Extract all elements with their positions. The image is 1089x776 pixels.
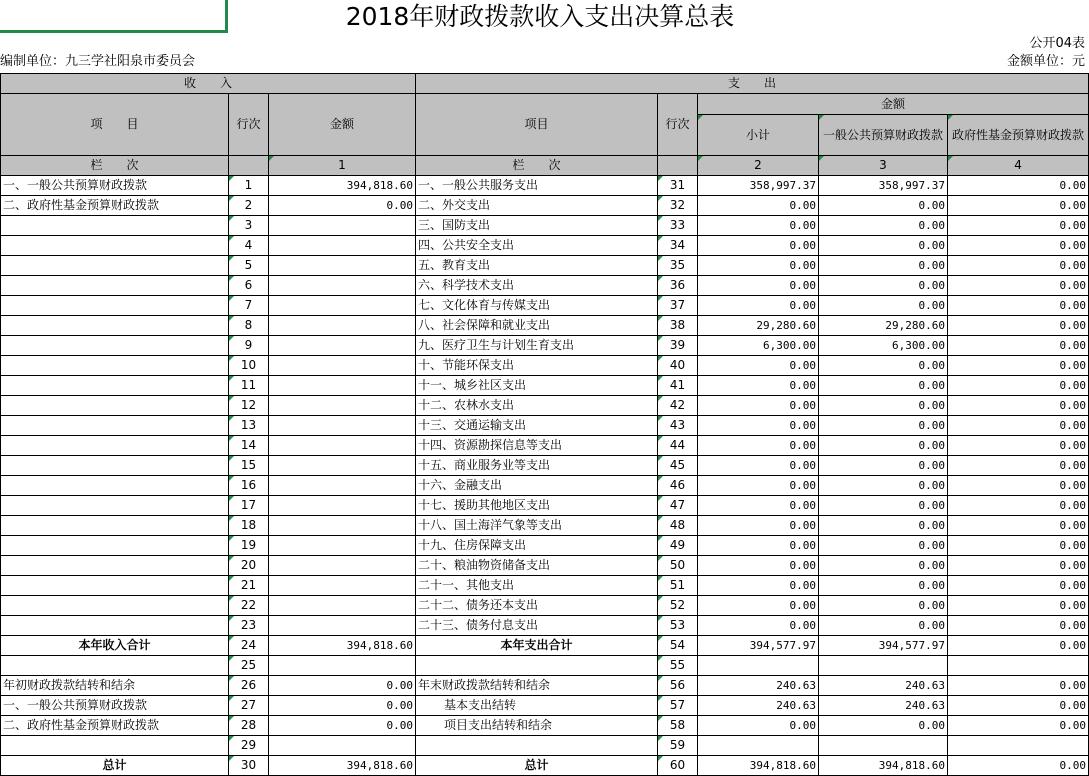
- gov-fund-cell[interactable]: 0.00: [948, 496, 1089, 516]
- subtotal-cell[interactable]: 0.00: [698, 576, 819, 596]
- income-row-no-cell[interactable]: 21: [229, 576, 269, 596]
- income-row-no-cell[interactable]: 2: [229, 196, 269, 216]
- general-budget-cell[interactable]: 0.00: [819, 596, 948, 616]
- expense-row-no-cell[interactable]: 45: [658, 456, 698, 476]
- expense-row-no-cell[interactable]: 44: [658, 436, 698, 456]
- income-row-no-cell[interactable]: 25: [229, 656, 269, 676]
- expense-item-cell[interactable]: 本年支出合计: [416, 636, 658, 656]
- gov-fund-cell[interactable]: 0.00: [948, 176, 1089, 196]
- expense-item-cell[interactable]: 二十、粮油物资储备支出: [416, 556, 658, 576]
- income-row-no-cell[interactable]: 11: [229, 376, 269, 396]
- income-item-cell[interactable]: 二、政府性基金预算财政拨款: [1, 716, 229, 736]
- income-amount-cell[interactable]: [269, 236, 416, 256]
- income-amount-cell[interactable]: 394,818.60: [269, 176, 416, 196]
- income-amount-cell[interactable]: [269, 296, 416, 316]
- amount-unit: 金额单位：元: [1006, 54, 1085, 69]
- gov-fund-cell[interactable]: 0.00: [948, 256, 1089, 276]
- general-budget-cell[interactable]: [819, 736, 948, 756]
- table-row: [1, 596, 1089, 616]
- subtotal-cell[interactable]: 0.00: [698, 536, 819, 556]
- gov-fund-cell[interactable]: [948, 656, 1089, 676]
- col-index-1: 1: [269, 156, 416, 176]
- expense-row-no-cell[interactable]: 60: [658, 756, 698, 776]
- income-row-no-cell[interactable]: 10: [229, 356, 269, 376]
- income-row-no-cell[interactable]: 18: [229, 516, 269, 536]
- expense-row-no-cell[interactable]: 57: [658, 696, 698, 716]
- general-budget-cell[interactable]: 0.00: [819, 236, 948, 256]
- general-budget-header: 一般公共预算财政拨款: [819, 115, 948, 156]
- expense-item-cell[interactable]: 二十三、债务付息支出: [416, 616, 658, 636]
- gov-fund-cell[interactable]: 0.00: [948, 756, 1089, 776]
- expense-row-no-cell[interactable]: 43: [658, 416, 698, 436]
- general-budget-cell[interactable]: 29,280.60: [819, 316, 948, 336]
- income-row-no-cell[interactable]: 4: [229, 236, 269, 256]
- expense-item-cell[interactable]: 十六、金融支出: [416, 476, 658, 496]
- expense-row-no-cell[interactable]: 38: [658, 316, 698, 336]
- expense-item-cell[interactable]: 二、外交支出: [416, 196, 658, 216]
- subtotal-cell[interactable]: 0.00: [698, 516, 819, 536]
- income-item-cell[interactable]: [1, 236, 229, 256]
- expense-item-cell[interactable]: 二十一、其他支出: [416, 576, 658, 596]
- income-amount-cell[interactable]: [269, 356, 416, 376]
- income-row-no-cell[interactable]: 9: [229, 336, 269, 356]
- income-amount-cell[interactable]: [269, 516, 416, 536]
- income-amount-cell[interactable]: [269, 436, 416, 456]
- subtotal-cell[interactable]: 0.00: [698, 436, 819, 456]
- income-row-no-cell[interactable]: 6: [229, 276, 269, 296]
- general-budget-cell[interactable]: 0.00: [819, 396, 948, 416]
- income-item-header: 项 目: [1, 94, 229, 156]
- general-budget-cell[interactable]: 0.00: [819, 576, 948, 596]
- income-item-cell[interactable]: 一、一般公共预算财政拨款: [1, 176, 229, 196]
- gov-fund-cell[interactable]: 0.00: [948, 396, 1089, 416]
- subtotal-cell[interactable]: 0.00: [698, 356, 819, 376]
- income-row-no-cell[interactable]: 5: [229, 256, 269, 276]
- expense-item-cell[interactable]: 年末财政拨款结转和结余: [416, 676, 658, 696]
- subtotal-cell[interactable]: 0.00: [698, 216, 819, 236]
- income-row-no-cell[interactable]: 17: [229, 496, 269, 516]
- expense-item-cell[interactable]: 五、教育支出: [416, 256, 658, 276]
- income-amount-cell[interactable]: [269, 556, 416, 576]
- expense-row-no-cell[interactable]: 50: [658, 556, 698, 576]
- table-row: [1, 576, 1089, 596]
- subtotal-cell[interactable]: 0.00: [698, 476, 819, 496]
- expense-item-cell[interactable]: 十四、资源勘探信息等支出: [416, 436, 658, 456]
- income-row-no-cell[interactable]: 8: [229, 316, 269, 336]
- table-row: [1, 316, 1089, 336]
- gov-fund-cell[interactable]: 0.00: [948, 336, 1089, 356]
- expense-item-cell[interactable]: 十二、农林水支出: [416, 396, 658, 416]
- gov-fund-cell[interactable]: 0.00: [948, 356, 1089, 376]
- general-budget-cell[interactable]: 0.00: [819, 436, 948, 456]
- income-row-no-cell[interactable]: 26: [229, 676, 269, 696]
- income-item-cell[interactable]: [1, 416, 229, 436]
- income-row-no-cell[interactable]: 3: [229, 216, 269, 236]
- general-budget-cell[interactable]: 358,997.37: [819, 176, 948, 196]
- expense-row-no-cell[interactable]: 40: [658, 356, 698, 376]
- table-row: [1, 676, 1089, 696]
- general-budget-cell[interactable]: 240.63: [819, 676, 948, 696]
- income-item-cell[interactable]: [1, 356, 229, 376]
- gov-fund-cell[interactable]: 0.00: [948, 556, 1089, 576]
- income-amount-cell[interactable]: 0.00: [269, 676, 416, 696]
- general-budget-cell[interactable]: 0.00: [819, 276, 948, 296]
- subtotal-cell[interactable]: 240.63: [698, 696, 819, 716]
- income-row-no-cell[interactable]: 22: [229, 596, 269, 616]
- gov-fund-cell[interactable]: 0.00: [948, 596, 1089, 616]
- income-row-no-cell[interactable]: 1: [229, 176, 269, 196]
- gov-fund-header: 政府性基金预算财政拨款: [948, 115, 1089, 156]
- general-budget-cell[interactable]: 0.00: [819, 616, 948, 636]
- gov-fund-cell[interactable]: 0.00: [948, 196, 1089, 216]
- expense-item-cell[interactable]: 总计: [416, 756, 658, 776]
- subtotal-cell[interactable]: 240.63: [698, 676, 819, 696]
- income-item-cell[interactable]: 一、一般公共预算财政拨款: [1, 696, 229, 716]
- expense-item-header: 项目: [416, 94, 658, 156]
- subtotal-cell[interactable]: 0.00: [698, 416, 819, 436]
- gov-fund-cell[interactable]: 0.00: [948, 716, 1089, 736]
- subtotal-cell[interactable]: 0.00: [698, 276, 819, 296]
- expense-row-no-cell[interactable]: 56: [658, 676, 698, 696]
- expense-row-no-cell[interactable]: 41: [658, 376, 698, 396]
- subtotal-cell[interactable]: 358,997.37: [698, 176, 819, 196]
- general-budget-cell[interactable]: 0.00: [819, 536, 948, 556]
- general-budget-cell[interactable]: 240.63: [819, 696, 948, 716]
- income-amount-cell[interactable]: [269, 216, 416, 236]
- gov-fund-cell[interactable]: 0.00: [948, 476, 1089, 496]
- table-row: [1, 376, 1089, 396]
- expense-row-no-cell[interactable]: 42: [658, 396, 698, 416]
- income-item-cell[interactable]: [1, 296, 229, 316]
- income-amount-cell[interactable]: [269, 596, 416, 616]
- table-row: [1, 496, 1089, 516]
- gov-fund-cell[interactable]: 0.00: [948, 676, 1089, 696]
- expense-row-no-cell[interactable]: 34: [658, 236, 698, 256]
- subtotal-cell[interactable]: 0.00: [698, 396, 819, 416]
- general-budget-cell[interactable]: 0.00: [819, 476, 948, 496]
- general-budget-cell[interactable]: 394,577.97: [819, 636, 948, 656]
- expense-row-no-cell[interactable]: 51: [658, 576, 698, 596]
- table-row: [1, 196, 1089, 216]
- income-amount-cell[interactable]: [269, 496, 416, 516]
- form-number: 公开04表: [1029, 36, 1085, 51]
- expense-item-cell[interactable]: 十三、交通运输支出: [416, 416, 658, 436]
- expense-item-cell[interactable]: 十八、国土海洋气象等支出: [416, 516, 658, 536]
- income-item-cell[interactable]: 年初财政拨款结转和结余: [1, 676, 229, 696]
- table-row: [1, 176, 1089, 196]
- expense-row-no-cell[interactable]: 48: [658, 516, 698, 536]
- expense-item-cell[interactable]: 七、文化体育与传媒支出: [416, 296, 658, 316]
- gov-fund-cell[interactable]: 0.00: [948, 236, 1089, 256]
- expense-item-cell[interactable]: 二十二、债务还本支出: [416, 596, 658, 616]
- income-row-no-cell[interactable]: 12: [229, 396, 269, 416]
- income-item-cell[interactable]: [1, 596, 229, 616]
- expense-row-no-cell[interactable]: 35: [658, 256, 698, 276]
- expense-item-cell[interactable]: 项目支出结转和结余: [416, 716, 658, 736]
- subtotal-cell[interactable]: 29,280.60: [698, 316, 819, 336]
- income-item-cell[interactable]: [1, 336, 229, 356]
- table-row: [1, 436, 1089, 456]
- col-index-3: 3: [819, 156, 948, 176]
- table-row: [1, 276, 1089, 296]
- income-row-no-cell[interactable]: 14: [229, 436, 269, 456]
- expense-header: 支 出: [416, 74, 1089, 94]
- income-row-no-cell[interactable]: 30: [229, 756, 269, 776]
- gov-fund-cell[interactable]: 0.00: [948, 636, 1089, 656]
- expense-row-no-cell[interactable]: 55: [658, 656, 698, 676]
- income-amount-cell[interactable]: [269, 396, 416, 416]
- expense-row-no-cell[interactable]: 33: [658, 216, 698, 236]
- gov-fund-cell[interactable]: 0.00: [948, 696, 1089, 716]
- table-row: [1, 416, 1089, 436]
- income-item-cell[interactable]: [1, 376, 229, 396]
- expense-row-no-cell[interactable]: 31: [658, 176, 698, 196]
- income-item-cell[interactable]: [1, 556, 229, 576]
- table-row: [1, 456, 1089, 476]
- subtotal-cell[interactable]: 0.00: [698, 236, 819, 256]
- general-budget-cell[interactable]: 0.00: [819, 416, 948, 436]
- subtotal-cell[interactable]: 0.00: [698, 596, 819, 616]
- gov-fund-cell[interactable]: 0.00: [948, 416, 1089, 436]
- table-row: [1, 336, 1089, 356]
- expense-item-cell[interactable]: 十五、商业服务业等支出: [416, 456, 658, 476]
- income-item-cell[interactable]: [1, 736, 229, 756]
- income-item-cell[interactable]: [1, 276, 229, 296]
- subtotal-cell[interactable]: 0.00: [698, 376, 819, 396]
- expense-item-cell[interactable]: 十、节能环保支出: [416, 356, 658, 376]
- income-amount-cell[interactable]: [269, 736, 416, 756]
- income-amount-cell[interactable]: [269, 656, 416, 676]
- income-amount-cell[interactable]: [269, 376, 416, 396]
- expense-row-no-cell[interactable]: 32: [658, 196, 698, 216]
- gov-fund-cell[interactable]: 0.00: [948, 516, 1089, 536]
- general-budget-cell[interactable]: 0.00: [819, 196, 948, 216]
- expense-item-cell[interactable]: [416, 736, 658, 756]
- income-amount-cell[interactable]: [269, 616, 416, 636]
- general-budget-cell[interactable]: 0.00: [819, 356, 948, 376]
- income-row-no-header: 行次: [229, 94, 269, 156]
- subtotal-cell[interactable]: 394,577.97: [698, 636, 819, 656]
- income-item-cell[interactable]: [1, 576, 229, 596]
- expense-row-no-cell[interactable]: 46: [658, 476, 698, 496]
- income-amount-cell[interactable]: 394,818.60: [269, 756, 416, 776]
- income-row-no-cell[interactable]: 15: [229, 456, 269, 476]
- table-row: [1, 756, 1089, 776]
- table-row: [1, 616, 1089, 636]
- reporting-unit: 编制单位：九三学社阳泉市委员会: [0, 54, 196, 69]
- subtotal-cell[interactable]: 0.00: [698, 716, 819, 736]
- subtotal-cell[interactable]: [698, 736, 819, 756]
- income-item-cell[interactable]: [1, 316, 229, 336]
- subtotal-cell[interactable]: 0.00: [698, 456, 819, 476]
- gov-fund-cell[interactable]: 0.00: [948, 616, 1089, 636]
- income-header: 收 入: [1, 74, 416, 94]
- income-row-no-cell[interactable]: 24: [229, 636, 269, 656]
- gov-fund-cell[interactable]: 0.00: [948, 436, 1089, 456]
- expense-item-cell[interactable]: 四、公共安全支出: [416, 236, 658, 256]
- expense-item-cell[interactable]: 十七、援助其他地区支出: [416, 496, 658, 516]
- expense-item-cell[interactable]: 六、科学技术支出: [416, 276, 658, 296]
- general-budget-cell[interactable]: 6,300.00: [819, 336, 948, 356]
- income-item-cell[interactable]: 二、政府性基金预算财政拨款: [1, 196, 229, 216]
- income-item-cell[interactable]: 总计: [1, 756, 229, 776]
- selected-cell[interactable]: [0, 0, 228, 33]
- subtotal-cell[interactable]: 6,300.00: [698, 336, 819, 356]
- income-row-no-cell[interactable]: 16: [229, 476, 269, 496]
- col-label-expense: 栏 次: [416, 156, 658, 176]
- income-item-cell[interactable]: [1, 256, 229, 276]
- expense-item-cell[interactable]: 基本支出结转: [416, 696, 658, 716]
- general-budget-cell[interactable]: 0.00: [819, 556, 948, 576]
- expense-row-no-cell[interactable]: 39: [658, 336, 698, 356]
- general-budget-cell[interactable]: 394,818.60: [819, 756, 948, 776]
- income-row-no-cell[interactable]: 23: [229, 616, 269, 636]
- income-row-no-cell[interactable]: 27: [229, 696, 269, 716]
- general-budget-cell[interactable]: 0.00: [819, 456, 948, 476]
- subtotal-cell[interactable]: 0.00: [698, 556, 819, 576]
- income-amount-cell[interactable]: 0.00: [269, 696, 416, 716]
- income-amount-cell[interactable]: [269, 336, 416, 356]
- subtotal-cell[interactable]: 0.00: [698, 196, 819, 216]
- income-item-cell[interactable]: [1, 496, 229, 516]
- income-item-cell[interactable]: [1, 216, 229, 236]
- income-row-no-cell[interactable]: 7: [229, 296, 269, 316]
- expense-amount-header: 金额: [698, 94, 1089, 115]
- table-row: [1, 216, 1089, 236]
- table-row: [1, 536, 1089, 556]
- income-row-no-cell[interactable]: 29: [229, 736, 269, 756]
- gov-fund-cell[interactable]: 0.00: [948, 376, 1089, 396]
- subtotal-cell[interactable]: 0.00: [698, 256, 819, 276]
- income-item-cell[interactable]: [1, 656, 229, 676]
- expense-row-no-cell[interactable]: 47: [658, 496, 698, 516]
- income-item-cell[interactable]: [1, 516, 229, 536]
- expense-item-cell[interactable]: 三、国防支出: [416, 216, 658, 236]
- table-row: [1, 256, 1089, 276]
- expense-row-no-cell[interactable]: 59: [658, 736, 698, 756]
- table-row: [1, 476, 1089, 496]
- general-budget-cell[interactable]: 0.00: [819, 256, 948, 276]
- general-budget-cell[interactable]: [819, 656, 948, 676]
- general-budget-cell[interactable]: 0.00: [819, 376, 948, 396]
- expense-item-cell[interactable]: 一、一般公共服务支出: [416, 176, 658, 196]
- gov-fund-cell[interactable]: 0.00: [948, 536, 1089, 556]
- subtotal-cell[interactable]: 394,818.60: [698, 756, 819, 776]
- subtotal-cell[interactable]: 0.00: [698, 496, 819, 516]
- income-row-no-cell[interactable]: 20: [229, 556, 269, 576]
- gov-fund-cell[interactable]: 0.00: [948, 296, 1089, 316]
- expense-item-cell[interactable]: 十九、住房保障支出: [416, 536, 658, 556]
- expense-row-no-cell[interactable]: 52: [658, 596, 698, 616]
- expense-row-no-cell[interactable]: 54: [658, 636, 698, 656]
- table-row: [1, 696, 1089, 716]
- gov-fund-cell[interactable]: [948, 736, 1089, 756]
- income-item-cell[interactable]: [1, 616, 229, 636]
- income-amount-cell[interactable]: 0.00: [269, 196, 416, 216]
- income-amount-cell[interactable]: [269, 536, 416, 556]
- subtotal-cell[interactable]: 0.00: [698, 296, 819, 316]
- income-amount-cell[interactable]: [269, 316, 416, 336]
- income-row-no-cell[interactable]: 13: [229, 416, 269, 436]
- gov-fund-cell[interactable]: 0.00: [948, 216, 1089, 236]
- gov-fund-cell[interactable]: 0.00: [948, 456, 1089, 476]
- income-row-no-cell[interactable]: 28: [229, 716, 269, 736]
- table-row: [1, 716, 1089, 736]
- gov-fund-cell[interactable]: 0.00: [948, 316, 1089, 336]
- income-amount-cell[interactable]: [269, 416, 416, 436]
- expense-item-cell[interactable]: 八、社会保障和就业支出: [416, 316, 658, 336]
- table-row: [1, 556, 1089, 576]
- income-amount-cell[interactable]: [269, 456, 416, 476]
- expense-row-no-cell[interactable]: 37: [658, 296, 698, 316]
- income-item-cell[interactable]: [1, 476, 229, 496]
- income-amount-header: 金额: [269, 94, 416, 156]
- income-amount-cell[interactable]: [269, 276, 416, 296]
- income-item-cell[interactable]: 本年收入合计: [1, 636, 229, 656]
- table-row: [1, 636, 1089, 656]
- col-index-2: 2: [698, 156, 819, 176]
- table-row: [1, 736, 1089, 756]
- general-budget-cell[interactable]: 0.00: [819, 296, 948, 316]
- table-row: [1, 236, 1089, 256]
- general-budget-cell[interactable]: 0.00: [819, 516, 948, 536]
- expense-item-cell[interactable]: 九、医疗卫生与计划生育支出: [416, 336, 658, 356]
- subtotal-cell[interactable]: 0.00: [698, 616, 819, 636]
- income-item-cell[interactable]: [1, 396, 229, 416]
- col-label-income: 栏 次: [1, 156, 229, 176]
- subtotal-header: 小计: [698, 115, 819, 156]
- col-index-4: 4: [948, 156, 1089, 176]
- table-row: [1, 516, 1089, 536]
- gov-fund-cell[interactable]: 0.00: [948, 576, 1089, 596]
- income-amount-cell[interactable]: 394,818.60: [269, 636, 416, 656]
- income-amount-cell[interactable]: [269, 476, 416, 496]
- income-amount-cell[interactable]: 0.00: [269, 716, 416, 736]
- general-budget-cell[interactable]: 0.00: [819, 216, 948, 236]
- income-amount-cell[interactable]: [269, 576, 416, 596]
- expense-row-no-header: 行次: [658, 94, 698, 156]
- expense-row-no-cell[interactable]: 36: [658, 276, 698, 296]
- table-row: [1, 356, 1089, 376]
- income-amount-cell[interactable]: [269, 256, 416, 276]
- income-item-cell[interactable]: [1, 536, 229, 556]
- expense-row-no-cell[interactable]: 58: [658, 716, 698, 736]
- subtotal-cell[interactable]: [698, 656, 819, 676]
- page-title: 2018年财政拨款收入支出决算总表: [345, 2, 735, 31]
- general-budget-cell[interactable]: 0.00: [819, 716, 948, 736]
- table-row: [1, 656, 1089, 676]
- expense-row-no-cell[interactable]: 53: [658, 616, 698, 636]
- table-row: [1, 296, 1089, 316]
- table-row: [1, 396, 1089, 416]
- gov-fund-cell[interactable]: 0.00: [948, 276, 1089, 296]
- expense-item-cell[interactable]: 十一、城乡社区支出: [416, 376, 658, 396]
- expense-item-cell[interactable]: [416, 656, 658, 676]
- expense-row-no-cell[interactable]: 49: [658, 536, 698, 556]
- income-item-cell[interactable]: [1, 436, 229, 456]
- income-row-no-cell[interactable]: 19: [229, 536, 269, 556]
- general-budget-cell[interactable]: 0.00: [819, 496, 948, 516]
- budget-table: [0, 73, 1089, 776]
- income-item-cell[interactable]: [1, 456, 229, 476]
